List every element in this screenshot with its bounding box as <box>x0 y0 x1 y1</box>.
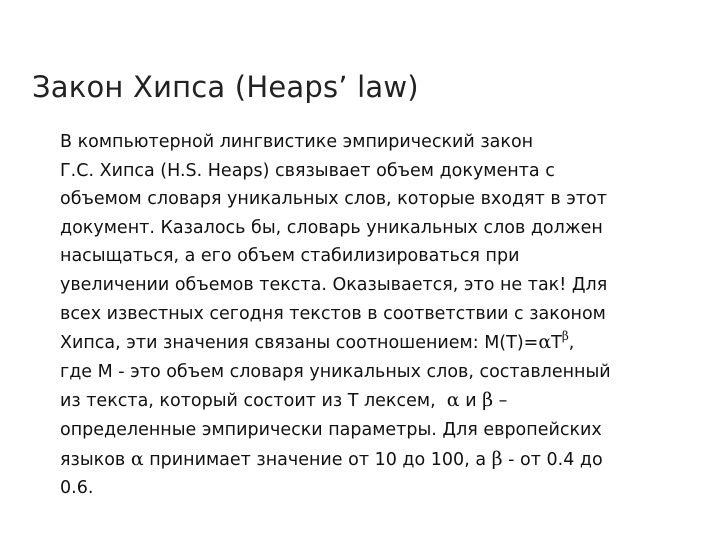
body-line-1: В компьютерной лингвистике эмпирический закон <box>60 132 534 152</box>
body-line-4: документ. Казалось бы, словарь уникальных слов должен <box>60 217 603 238</box>
body-line-2: Г.С. Хипса (H.S. Heaps) связывает объем документа с <box>60 160 555 181</box>
formula-comma: , <box>568 333 575 354</box>
body-line-11: определенные эмпирически параметры. Для европейских <box>60 419 602 440</box>
beta-symbol: β <box>491 447 503 470</box>
beta-exponent: β <box>561 329 569 344</box>
line12-end: - от 0.4 до <box>502 449 603 470</box>
body-line-12 <box>60 445 680 475</box>
body-line-5: насыщаться, а его объем стабилизироваться при <box>60 246 520 267</box>
formula-intro: Хипса, эти значения связаны соотношением: M(T)= <box>60 333 539 354</box>
slide-body <box>60 128 680 503</box>
alpha-symbol: α <box>446 389 460 412</box>
body-line-9: где M - это объем словаря уникальных слов, составленный <box>60 361 611 382</box>
body-line-3: объемом словаря уникальных слов, которые входят в этот <box>60 189 607 210</box>
beta-symbol: β <box>482 389 494 412</box>
body-line-6: увеличении объемов текста. Оказывается, это не так! Для <box>60 274 608 295</box>
alpha-symbol: α <box>538 331 552 354</box>
body-line-8 <box>60 328 680 358</box>
line10-and: и <box>459 391 483 412</box>
body-line-10 <box>60 386 680 416</box>
formula-T: T <box>551 333 562 354</box>
line12-mid: принимает значение от 10 до 100, а <box>143 449 492 470</box>
slide-title: Закон Хипса (Heaps’ law) <box>32 70 419 104</box>
line12-start: языков <box>60 449 131 470</box>
body-line-13: 0.6. <box>60 478 94 499</box>
line10-dash: – <box>493 391 508 412</box>
body-line-7: всех известных сегодня текстов в соответствии с законом <box>60 303 606 324</box>
alpha-symbol: α <box>130 447 144 470</box>
line10-text: из текста, который состоит из T лексем, <box>60 391 436 412</box>
